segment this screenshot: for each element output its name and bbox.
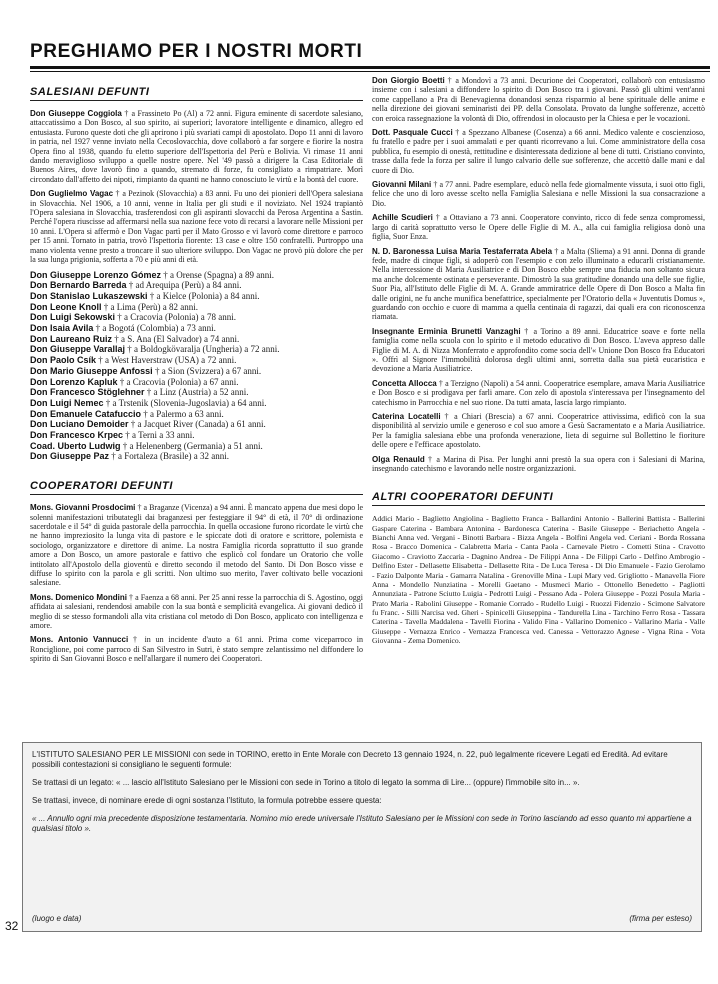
obituary-name: Giovanni Milani <box>372 180 432 190</box>
obituary-name: Achille Scudieri <box>372 213 433 223</box>
obituary-short <box>30 451 363 462</box>
obituary-text: † a Spezzano Albanese (Cosenza) a 66 anni. Medico valente e coscienzioso, fu fratello e padre per i suoi ammalati e per quanti ricorrevano a lui. Come amministratore della cosa pubblica, fu esempio di onestà, rettitudine e disinteressata dedizione al bene di tutti. Cristiano convinto, trasse dalla fede la forza per salire il lungo calvario delle sue sofferenze, che accettò dalle mani e dal cuore di Dio. <box>372 128 705 175</box>
signature-row <box>32 914 692 924</box>
obituary-short <box>30 344 363 355</box>
title-rule <box>30 66 710 69</box>
obituary-entry <box>30 189 363 264</box>
bequest-intro: L'ISTITUTO SALESIANO PER LE MISSIONI con sede in TORINO, eretto in Ente Morale con Decreto 13 gennaio 1924, n. 22, può legalmente ricevere Legati ed Eredità. Ad evitare possibili contestazioni si consigliano le seguenti formule: <box>32 750 668 769</box>
right-column <box>372 76 705 645</box>
obituary-name: Coad. Uberto Ludwig <box>30 440 121 451</box>
obituary-place: † a Fortaleza (Brasile) a 32 anni. <box>111 451 229 462</box>
obituary-text: † a Braganze (Vicenza) a 94 anni. È mancato appena due mesi dopo le solenni manifestazioni tributategli dai braganzesi per festeggiare il 94° di età, il 70° di ordinazione sacerdotale e il 54° di guida pastorale della parrocchia. In quella occasione furono ricordate le virtù che ne hanno impreziosito la lunga vita di pastore e le spiccate doti di oratore e scrittore, polemista e sociologo, organizzatore e direttore di anime. La nostra Famiglia ricorda soprattutto il suo grande amore a Don Bosco, un amore pastorale e fattivo che esplicò col fondare un Oratorio che volle intitolato all'Apostolo della gioventù e diretto secondo il metodo del Santo. Di Don Bosco visse e diffuse lo spirito con la parola e gli scritti. Non ultimo suo merito, l'aver coltivato belle vocazioni salesiane. <box>30 503 363 588</box>
obituary-name: Don Mario Giuseppe Anfossi <box>30 365 153 376</box>
obituary-place: † a Cracovia (Polonia) a 78 anni. <box>117 312 236 323</box>
obituary-text: † in un incidente d'auto a 61 anni. Prima come viceparroco in Ronciglione, poi come parroco di San Silvestro in Sutri, è stato sempre zelantissimo nel diffondere lo spirito di San Giovanni Bosco e nell'allargare il numero dei Cooperatori. <box>30 635 364 664</box>
obituary-short <box>30 430 363 441</box>
obituary-text: † a Ottaviano a 73 anni. Cooperatore convinto, ricco di fede senza compromessi, largo di carità soprattutto verso le Opere delle Figlie di M. A., alla cui famiglia religiosa donò una figlia, Suor Enza. <box>372 213 706 242</box>
bequest-eredita-intro: Se trattasi, invece, di nominare erede di ogni sostanza l'Istituto, la formula potrebbe essere questa: <box>32 796 382 805</box>
obituary-text: † a Faenza a 68 anni. Per 25 anni resse la parrocchia di S. Agostino, oggi affidata ai salesiani, rendendosi amabile con la sua bontà e semplicità evangelica. Ai giovani dedicò il meglio di se stesso formandoli alla vita cristiana col metodo di Don Bosco, applicato con intelligenza e amore. <box>30 592 364 631</box>
obituary-short <box>30 355 363 366</box>
obituary-entry <box>372 213 705 241</box>
obituary-text: † a Chiari (Brescia) a 67 anni. Cooperatrice attivissima, edificò con la sua disponibilità al servizio umile e generoso e col suo amore a Gesù Sacramentato e a Maria Ausiliatrice. Per la famiglia salesiana ebbe una profonda venerazione, lieta di seguirne sul Bollettino le fioriture delle opere e l'efficace apostolato. <box>372 412 706 450</box>
page-title: PREGHIAMO PER I NOSTRI MORTI <box>30 41 363 62</box>
obituary-text: † a Malta (Sliema) a 91 anni. Donna di grande fede, madre di cinque figli, si adoperò con l'esempio e con zelo illuminato a educarli cristianamente. Nella intercessione di Maria Ausiliatrice e di Don Bosco ebbe sempre una fiducia non soltanto sicura ma anche dolcemente ostinata e perseverante. Dimostrò la sua gratitudine donando una delle sue figlie, Suor Pia, all'Istituto delle Figlie di M. A. Grande ammiratrice delle Opere di Don Bosco a Malta fin dalle origini, ne fu anche munifica benefattrice, specialmente per l'Oratorio della « Juventutis Domus », guardando con occhio e cuore di mamma a quella centinaia di ragazzi, dai quali era con riconoscenza riamata. <box>372 246 706 322</box>
obituary-name: Insegnante Erminia Brunetti Vanzaghi <box>372 326 521 336</box>
obituary-place: † a Lima (Perù) a 82 anni. <box>103 301 198 312</box>
obituary-place: † a Cracovia (Polonia) a 67 anni. <box>119 376 239 387</box>
obituary-entry <box>372 327 705 374</box>
obituary-name: Mons. Domenico Mondini <box>30 592 127 602</box>
obituary-entry <box>30 503 363 588</box>
obituary-short <box>30 387 363 398</box>
title-rule-thin <box>30 71 710 72</box>
obituary-short <box>30 409 363 420</box>
obituary-name: Don Emanuele Catafuccio <box>30 408 142 419</box>
obituary-name: Don Guglielmo Vagac <box>30 189 114 199</box>
bequest-info-box <box>22 742 702 932</box>
obituary-place: † a Linz (Austria) a 52 anni. <box>146 387 249 398</box>
obituary-entry <box>30 635 363 663</box>
left-column <box>30 86 363 669</box>
obituary-name: Dott. Pasquale Cucci <box>372 128 453 138</box>
bequest-legato: Se trattasi di un legato: « ... lascio all'Istituto Salesiano per le Missioni con sede in Torino a titolo di legato la somma di Lire... (oppure) l'immobile sito in... ». <box>32 778 580 787</box>
obituary-place: † a S. Ana (El Salvador) a 74 anni. <box>114 333 240 344</box>
obituary-name: Don Giorgio Boetti <box>372 76 445 85</box>
obituary-short <box>30 441 363 452</box>
obituary-name: Don Laureano Ruiz <box>30 333 113 344</box>
obituary-text: † a Marina di Pisa. Per lunghi anni prestò la sua opera con i Salesiani di Marina, insegnando catechismo e lavorando nelle nostre organizzazioni. <box>372 454 706 474</box>
obituary-short <box>30 377 363 388</box>
obituary-name: Don Giuseppe Varallaj <box>30 344 126 355</box>
place-date-label: (luogo e data) <box>32 914 82 923</box>
other-cooperators-list: Addici Mario - Baglietto Angiolina - Baglietto Franca - Ballardini Antonio - Ballerini Battista - Ballerini Gaspare Caterina - Bambara Antonina - Bardonesca Caterina - Basile Giuseppe - Beriachetto Angela - Bianchi Anna ved. Vergani - Binotti Barbara - Bizza Angela - Bolfini Angela ved. Ceriani - Borda Rossana Rosa - Bracco Domenica - Calabretta Maria - Canta Paola - Carnevale Pietro - Cometti Stina - Cravotto Giacomo - Craviotto Zaccaria - Dagnino Andrea - De Filippi Anna - De Filippi Carlo - Delfino Ambrogio - Delfino Ester - Dellasette Elisabetta - Dellasette Rita - De Luca Teresa - Di Dio Emanuele - Fazio Gerolamo - Fazio Dalponte Maria - Gamarra Natalina - Grenoville Mina - Lupi Mary ved. Grigliotto - Manavella Fiore Anna - Mondello Nunziatina - Morelli Gaetano - Musmeci Mario - Ottonello Benedetto - Pagliotti Annunziata - Patrone Sciutto Luigia - Pedrotti Luigi - Pessano Ada - Polera Giuseppe - Pozzi Posula Maria - Prato Maria - Rabolini Giuseppe - Romanie Corrado - Rudello Luigi - Ruozzi Fidenzio - Scimone Salvatore fu Franc. - Silli Narcisa ved. Gheri - Spinicelli Giuseppina - Tandurella Lina - Tarchino Ferro Rosa - Tassara Caterina - Tavella Maddalena - Tavelli Fiorina - Valido Fina - Vallarino Domenico - Vallarino Maria - Valle Giuseppe - Vernazza Enrico - Vernazza Francesca ved. Canessa - Vettorazzo Agnese - Vigna Rina - Vota Giovanna - Zema Domenico. <box>372 514 705 645</box>
obituary-entry <box>372 76 705 123</box>
obituary-place: † a Orense (Spagna) a 89 anni. <box>163 269 274 280</box>
obituary-name: Concetta Allocca <box>372 378 437 388</box>
obituary-place: † a West Haverstraw (USA) a 72 anni. <box>98 355 237 366</box>
obituary-short <box>30 366 363 377</box>
obituary-entry <box>372 180 705 208</box>
obituary-name: Don Paolo Csík <box>30 355 97 366</box>
obituary-name: Olga Renauld <box>372 454 425 464</box>
obituary-name: Mons. Antonio Vannucci <box>30 635 129 645</box>
altri-heading: ALTRI COOPERATORI DEFUNTI <box>372 491 705 506</box>
obituary-short <box>30 302 363 313</box>
obituary-entry <box>372 379 705 407</box>
cooperatori-heading: COOPERATORI DEFUNTI <box>30 480 363 495</box>
obituary-text: † a 77 anni. Padre esemplare, educò nella fede giornalmente vissuta, i suoi otto figli, felice che uno di loro avesse scelto nella Famiglia Salesiana e nelle Missioni la sua consacrazione a Dio. <box>372 180 705 208</box>
obituary-name: Don Giuseppe Paz <box>30 451 110 462</box>
obituary-short <box>30 419 363 430</box>
obituary-place: † a Terni a 33 anni. <box>125 430 195 441</box>
obituary-name: Don Luigi Nemec <box>30 397 104 408</box>
obituary-entry <box>372 247 705 322</box>
obituary-name: Caterina Locatelli <box>372 412 441 421</box>
obituary-name: Don Luciano Demoider <box>30 419 129 430</box>
obituary-place: † a Palermo a 63 anni. <box>143 408 224 419</box>
signature-label: (firma per esteso) <box>629 914 692 923</box>
obituary-short <box>30 280 363 291</box>
obituary-name: Don Lorenzo Kapluk <box>30 376 118 387</box>
obituary-entry <box>372 412 705 450</box>
obituary-name: N. D. Baronessa Luisa Maria Testaferrata Abela <box>372 246 553 256</box>
obituary-text: † a Terzigno (Napoli) a 54 anni. Cooperatrice esemplare, amava Maria Ausiliatrice e Don Bosco e si prodigava per farli amare. Con zelo di apostola s'interessava per l'insegnamento del catechismo in Parrocchia e nel suo rione. Da tutti amata, lascia largo rimpianto. <box>372 378 706 407</box>
obituary-entry <box>372 128 705 175</box>
obituary-text: † a Pezinok (Slovacchia) a 83 anni. Fu uno dei pionieri dell'Opera salesiana in Slovacchia. Nel 1906, a 10 anni, venne in Italia per gli studi e il noviziato. Nel 1924 trapiantò l'Opera salesiana in Slovacchia, trasferendosi con gli aspiranti slovacchi da Perosa Argentina a Sastin. Perché l'opera riuscisse ad affermarsi nella sua nazione fece voto di recarsi a lavorare nelle Missioni per 10 anni. L'Opera si affermò e Don Vagac partì per il Mato Grosso e vi lavorò come direttore e parroco per 15 anni. Tornato in patria, trovò l'Ispettoria fiorente: 13 case e oltre 150 confratelli. Purtroppo una mano violenta venne presto a troncare il suo ulteriore sviluppo. Don Vagac ne provò più dolore che per la sua lunga prigionia, sofferta a 70 e più anni di età. <box>30 189 363 265</box>
obituary-place: † a Trstenik (Slovenia-Jugoslavia) a 64 anni. <box>105 397 267 408</box>
obituary-place: † a Sion (Svizzera) a 67 anni. <box>154 365 262 376</box>
obituary-place: † a Boldogkövaralja (Ungheria) a 72 anni. <box>127 344 280 355</box>
obituary-name: Don Leone Knoll <box>30 301 102 312</box>
obituary-name: Don Isaia Avila <box>30 323 94 334</box>
obituary-entry <box>372 455 705 474</box>
obituary-place: † a Helenenberg (Germania) a 51 anni. <box>122 440 263 451</box>
obituary-short <box>30 312 363 323</box>
bequest-eredita: « ... Annullo ogni mia precedente disposizione testamentaria. Nomino mio erede universale l'Istituto Salesiano per le Missioni con sede in Torino lasciando ad esso quanto mi appartiene a qualsiasi titolo ». <box>32 814 692 833</box>
obituary-short <box>30 270 363 281</box>
salesiani-heading: SALESIANI DEFUNTI <box>30 86 363 101</box>
obituary-text: † a Frassineto Po (Al) a 72 anni. Figura eminente di sacerdote salesiano, attaccatissimo a Don Bosco, al suo spirito, ai superiori; lavoratore intelligente e dinamico, allegro ed entusiasta. Furono queste doti che gli aprirono i più svariati campi di apostolato. Dopo 11 anni di lavoro in patria, nel 1927 venne inviato nella Cecoslovacchia, dove collaborò a far sorgere e fiorire la nostra Opera fino al 1938, quando fu eletto superiore dell'Ispettoria del Perù e Bolivia. Vi rimase 11 anni dando meraviglioso sviluppo a quelle nostre opere. Nel '49 passò a dirigere la Casa Editoriale di Buenos Aires, dove lavorò fino a quando, stremato di forze, fu consigliato a rimpatriare. Morì circondato dall'affetto dei nipoti, rimpianto da quanti ne hanno conosciuto le virtù e la bontà del cuore. <box>30 109 364 184</box>
obituary-text: † a Torino a 89 anni. Educatrice soave e forte nella famiglia come nella scuola con lo spirito e il metodo educativo di Don Bosco. L'aveva appreso dalle Figlie di M. A. di Nizza Monferrato e approfondito come socia dell'« Unione Don Bosco fra Educatori ». Offrì al Signore l'immobilità dolorosa degli ultimi anni, sorretta dalla sua pietà eucaristica e devozione a Maria Ausiliatrice. <box>372 326 705 374</box>
obituary-name: Mons. Giovanni Prosdocimi <box>30 503 136 513</box>
obituary-name: Don Luigi Sekowski <box>30 312 116 323</box>
obituary-short <box>30 323 363 334</box>
obituary-place: † a Bogotá (Colombia) a 73 anni. <box>95 323 216 334</box>
obituary-entry <box>30 109 363 184</box>
obituary-place: † a Jacquet River (Canada) a 61 anni. <box>130 419 266 430</box>
obituary-entry <box>30 593 363 631</box>
obituary-place: † ad Arequipa (Perù) a 84 anni. <box>128 280 242 291</box>
obituary-name: Don Francesco Stöglehner <box>30 387 145 398</box>
obituary-text: † a Mondovì a 73 anni. Decurione dei Cooperatori, collaborò con entusiasmo insieme con i salesiani a diffondere lo spirito di Don Bosco tra i giovani. Passò gli ultimi vent'anni come cappellano a Pra di Benevagienna donandosi senza risparmio al bene spirituale delle anime e nella direzione dei giovani seminaristi dei PP. della Consolata. Provato da lunghe sofferenze, accettò con eroica rassegnazione la volontà di Dio, offrendosi in olocausto per la Chiesa e per le vocazioni. <box>372 76 705 123</box>
obituary-name: Don Francesco Krpec <box>30 430 124 441</box>
obituary-name: Don Bernardo Barreda <box>30 280 127 291</box>
obituary-name: Don Giuseppe Coggiola <box>30 109 122 118</box>
obituary-place: † a Kielce (Polonia) a 84 anni. <box>149 290 260 301</box>
obituary-short <box>30 291 363 302</box>
obituary-name: Don Giuseppe Lorenzo Gómez <box>30 269 162 280</box>
obituary-name: Don Stanislao Lukaszewski <box>30 290 148 301</box>
obituary-short <box>30 398 363 409</box>
page-number: 32 <box>5 919 19 933</box>
obituary-short <box>30 334 363 345</box>
